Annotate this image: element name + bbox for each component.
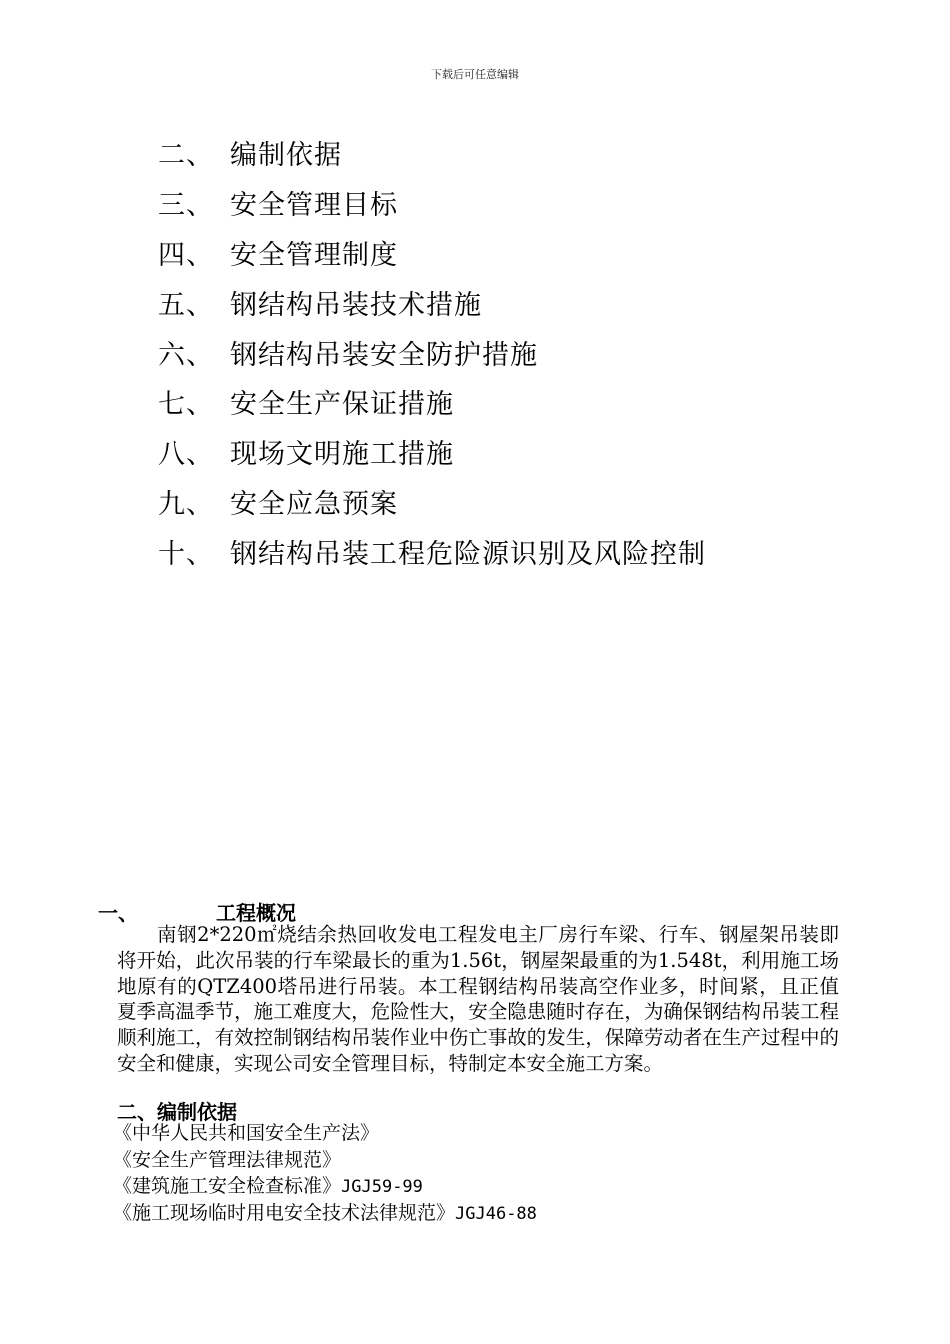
toc-title: 钢结构吊装安全防护措施 [230, 339, 538, 371]
reference-title: 《中华人民共和国安全生产法》 [113, 1122, 380, 1144]
reference-title: 《施工现场临时用电安全技术法律规范》 [113, 1201, 456, 1224]
toc-number: 七、 [158, 389, 214, 421]
reference-item [113, 1121, 537, 1148]
toc-item [158, 477, 706, 527]
toc-number: 五、 [158, 289, 214, 321]
toc-number: 三、 [158, 190, 214, 222]
toc-item [158, 128, 706, 178]
reference-title: 《建筑施工安全检查标准》 [113, 1175, 342, 1197]
toc-title: 安全生产保证措施 [230, 389, 454, 421]
toc-item [158, 228, 706, 278]
table-of-contents [158, 128, 706, 576]
section-number: 一、 [98, 901, 138, 925]
toc-item [158, 327, 706, 377]
toc-item [158, 427, 706, 477]
reference-code: JGJ46-88 [455, 1203, 537, 1224]
toc-item [158, 526, 706, 576]
reference-code: JGJ59-99 [341, 1177, 423, 1197]
reference-list [113, 1121, 537, 1227]
toc-title: 钢结构吊装工程危险源识别及风险控制 [230, 538, 706, 570]
toc-item [158, 377, 706, 427]
reference-item [113, 1174, 537, 1201]
toc-number: 十、 [158, 538, 214, 570]
overview-paragraph: 南钢2*220㎡烧结余热回收发电工程发电主厂房行车梁、行车、钢屋架吊装即将开始，此次吊装的行车梁最长的重为1.56t，钢屋架最重的为1.548t，利用施工场地原有的QTZ400塔吊进行吊装。本工程钢结构吊装高空作业多，时间紧，且正值夏季高温季节，施工难度大，危险性大，安全隐患随时存在，为确保钢结构吊装工程顺利施工，有效控制钢结构吊装作业中伤亡事故的发生，保障劳动者在生产过程中的安全和健康，实现公司安全管理目标，特制定本安全施工方案。 [117, 923, 839, 1075]
toc-title: 钢结构吊装技术措施 [230, 289, 482, 321]
toc-title: 安全管理目标 [230, 190, 398, 222]
toc-number: 六、 [158, 339, 214, 371]
toc-title: 编制依据 [230, 140, 342, 172]
toc-item [158, 277, 706, 327]
toc-title: 安全管理制度 [230, 239, 398, 271]
section-title: 工程概况 [216, 901, 296, 925]
reference-item [113, 1201, 537, 1228]
toc-number: 九、 [158, 488, 214, 520]
reference-title: 《安全生产管理法律规范》 [113, 1148, 342, 1171]
toc-number: 八、 [158, 439, 214, 471]
toc-item [158, 178, 706, 228]
reference-item [113, 1148, 537, 1175]
toc-title: 安全应急预案 [230, 488, 398, 520]
page-header-note: 下载后可任意编辑 [431, 68, 519, 81]
toc-number: 二、 [158, 140, 214, 172]
section-heading-basis: 二、编制依据 [117, 1100, 237, 1124]
toc-number: 四、 [158, 239, 214, 271]
toc-title: 现场文明施工措施 [230, 439, 454, 471]
